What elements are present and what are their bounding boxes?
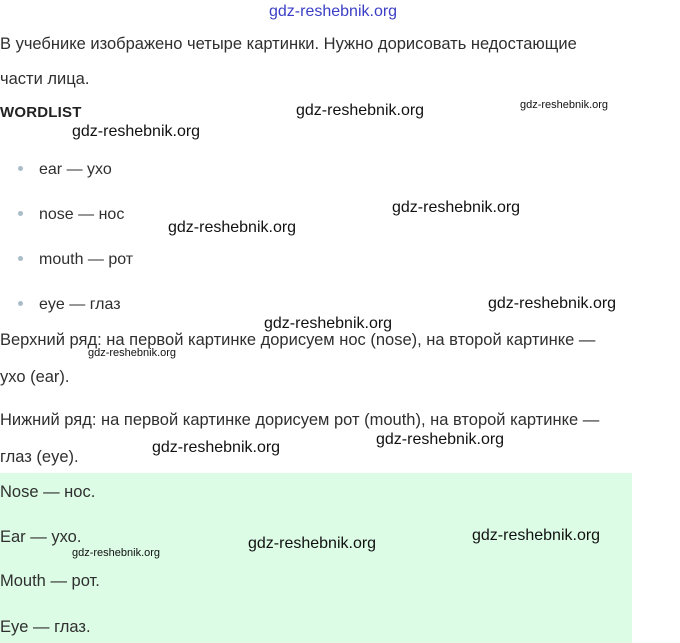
paragraph-top-line-2: ухо (ear). <box>0 368 70 386</box>
wordlist-item-label: ear — ухо <box>39 161 112 178</box>
watermark: gdz-reshebnik.org <box>472 527 601 544</box>
paragraph-bottom-line-2: глаз (eye). <box>0 448 79 466</box>
paragraph-bottom-line-1: Нижний ряд: на первой картинке дорисуем рот (mouth), на второй картинке — <box>0 411 600 429</box>
watermark: gdz-reshebnik.org <box>376 431 505 448</box>
watermark: gdz-reshebnik.org <box>264 315 393 332</box>
watermark: gdz-reshebnik.org <box>152 439 281 456</box>
answer-line: Ear — ухо. <box>0 528 82 546</box>
answer-line: Nose — нос. <box>0 483 96 501</box>
answer-line: Mouth — рот. <box>0 572 100 590</box>
wordlist-item-ear <box>18 160 112 180</box>
wordlist-item-label: mouth — рот <box>39 251 134 268</box>
bullet-icon <box>18 211 23 216</box>
answer-line: Eye — глаз. <box>0 618 91 636</box>
bullet-icon <box>18 301 23 306</box>
intro-line-1: В учебнике изображено четыре картинки. Нужно дорисовать недостающие <box>0 35 577 53</box>
watermark: gdz-reshebnik.org <box>88 347 177 359</box>
watermark: gdz-reshebnik.org <box>520 99 609 111</box>
watermark: gdz-reshebnik.org <box>168 219 297 236</box>
paragraph-top-line-1: Верхний ряд: на первой картинке дорисуем нос (nose), на второй картинке — <box>0 331 596 349</box>
bullet-icon <box>18 256 23 261</box>
wordlist-item-mouth <box>18 250 133 270</box>
wordlist-item-eye <box>18 295 121 315</box>
watermark: gdz-reshebnik.org <box>72 547 161 559</box>
watermark: gdz-reshebnik.org <box>296 102 425 119</box>
wordlist-item-nose <box>18 205 124 225</box>
watermark: gdz-reshebnik.org <box>72 123 201 140</box>
wordlist-item-label: nose — нос <box>39 206 125 223</box>
watermark: gdz-reshebnik.org <box>392 199 521 216</box>
wordlist-item-label: eye — глаз <box>39 296 121 313</box>
intro-line-2: части лица. <box>0 70 90 88</box>
wordlist-heading: WORDLIST <box>0 104 82 121</box>
watermark: gdz-reshebnik.org <box>488 295 617 312</box>
watermark: gdz-reshebnik.org <box>248 535 377 552</box>
bullet-icon <box>18 166 23 171</box>
watermark-top: gdz-reshebnik.org <box>269 3 398 20</box>
